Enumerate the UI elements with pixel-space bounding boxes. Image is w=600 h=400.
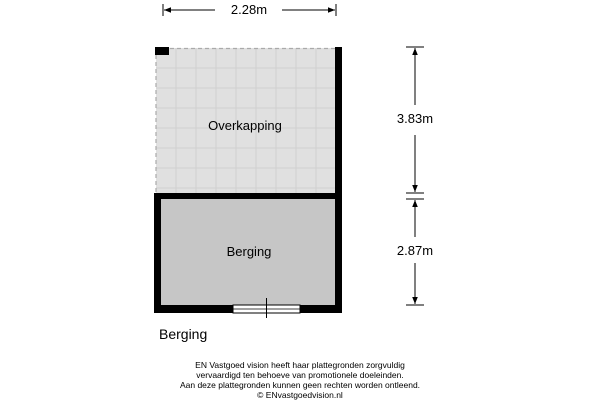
disclaimer-line-2: vervaardigd ten behoeve van promotionele doeleinden. [196,370,404,380]
wall-berging-bottom-right [300,305,342,313]
disclaimer-footer [0,360,600,400]
dimension-overkapping-depth-label: 3.83m [396,111,434,126]
corner-post [155,47,169,55]
wall-berging-top [154,193,342,199]
disclaimer-line-3: Aan deze plattegronden kunnen geen rechten worden ontleend. [179,380,421,390]
wall-berging-bottom-left [154,305,233,313]
wall-right-full [335,47,342,313]
room-label-overkapping: Overkapping [208,118,282,133]
disclaimer-line-1: EN Vastgoed vision heeft haar plattegronden zorgvuldig [195,360,405,370]
dimension-berging-depth-label: 2.87m [396,243,434,258]
disclaimer-line-4: © ENvastgoedvision.nl [257,390,343,400]
wall-berging-left [154,193,161,313]
floor-caption: Berging [159,326,208,342]
room-label-berging: Berging [226,244,272,259]
dimension-width-label: 2.28m [230,2,268,17]
